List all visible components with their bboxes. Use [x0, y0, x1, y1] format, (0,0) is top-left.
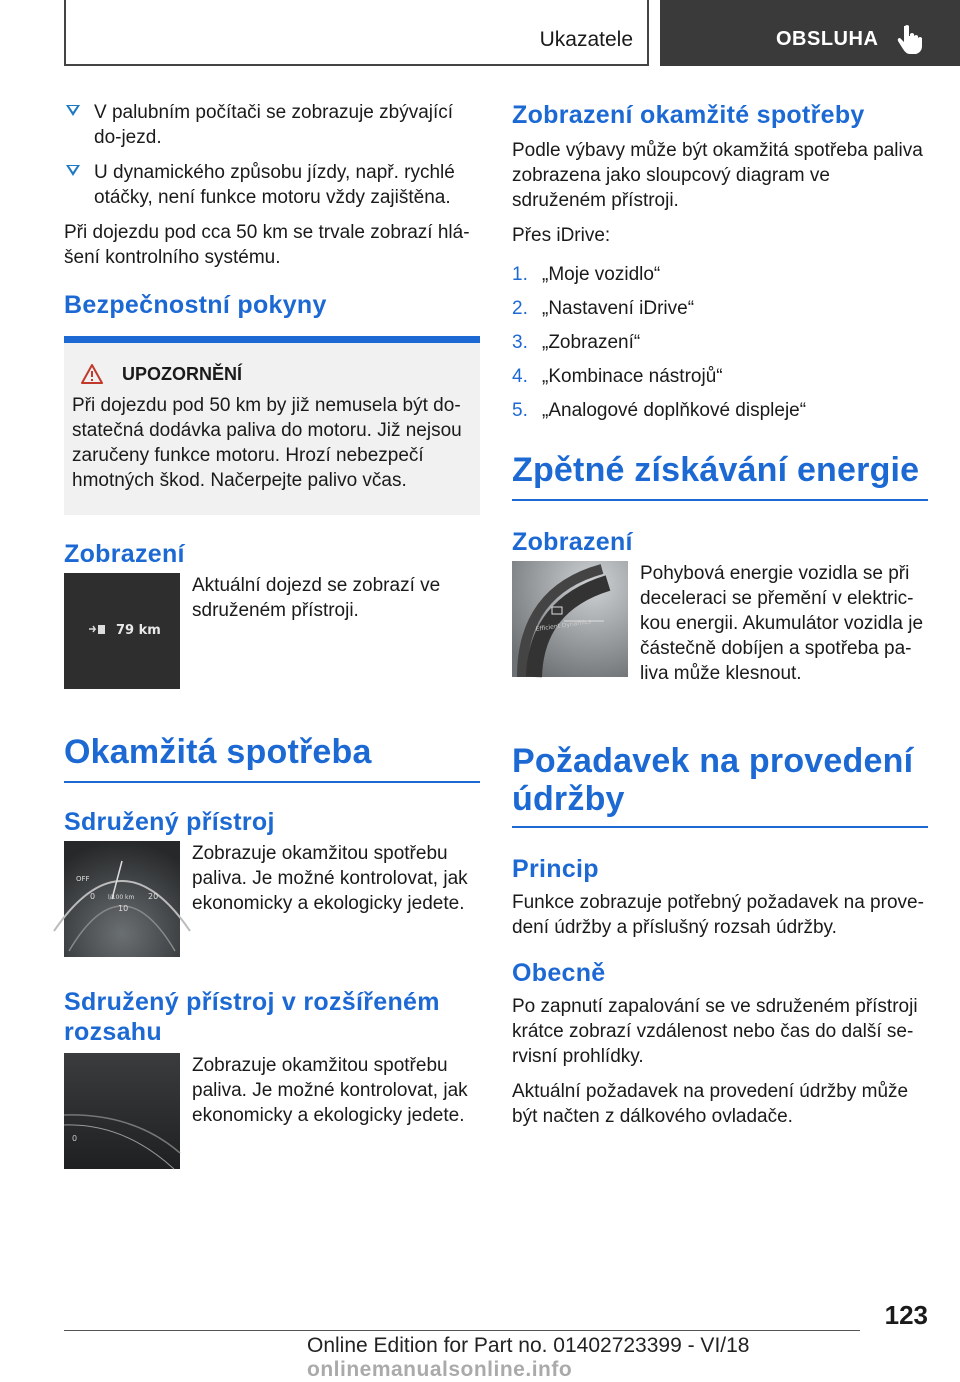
chapter-label: OBSLUHA — [776, 28, 879, 50]
gauge-label: 20 — [148, 892, 159, 901]
warning-title: UPOZORNĚNÍ — [122, 363, 243, 384]
footer — [307, 1334, 960, 1382]
gauge-label: 0 — [90, 892, 96, 901]
service-title: Požadavek na provedení údržby — [512, 742, 914, 818]
display-text: Aktuální dojezd se zobrazí ve sdruženém přístroji. — [192, 575, 441, 621]
ext-cluster-gauge-image — [64, 1053, 180, 1169]
principle-text: Funkce zobrazuje potřebný požadavek na prove-dení údržby a příslušný rozsah údržby. — [512, 892, 924, 938]
gauge-label: 0 — [72, 1134, 78, 1143]
cluster-text: Zobrazuje okamžitou spotřebu paliva. Je možné kontrolovat, jak ekonomicky a ekologicky jedete. — [192, 843, 468, 914]
cluster-gauge-image — [64, 841, 180, 957]
list-item — [64, 160, 480, 210]
display-heading: Zobrazení — [64, 540, 185, 568]
page-number: 123 — [884, 1300, 928, 1330]
site-watermark: onlinemanualsonline.info — [307, 1358, 573, 1381]
regen-image-label: Efficient Dynamics — [535, 618, 592, 633]
range-value: 79 km — [116, 623, 161, 638]
instant-consumption-heading: Zobrazení okamžité spotřeby — [512, 101, 865, 129]
consumption-title: Okamžitá spotřeba — [64, 733, 372, 771]
via-idrive: Přes iDrive: — [512, 225, 611, 246]
header-chapter-tab — [660, 0, 960, 66]
cluster-figure — [64, 841, 480, 957]
regen-gauge-image — [512, 561, 628, 677]
general-text-2: Aktuální požadavek na provedení údržby může být načten z dálkového ovladače. — [512, 1081, 909, 1127]
ext-cluster-figure — [64, 1053, 480, 1169]
cluster-heading: Sdružený přístroj — [64, 808, 275, 836]
warning-box — [64, 336, 480, 515]
title-rule — [512, 826, 928, 828]
safety-heading: Bezpečnostní pokyny — [64, 291, 327, 319]
title-rule — [512, 499, 928, 501]
bullet-triangle-icon — [66, 105, 80, 116]
list-item: 5. „Analogové doplňkové displeje“ — [512, 400, 807, 421]
edition-text: Online Edition for Part no. 01402723399 - VI/18 — [307, 1334, 750, 1357]
right-column — [512, 100, 928, 1139]
warning-text: Při dojezdu pod 50 km by již nemusela být do-statečná dodávka paliva do motoru. Již nejsou zaručeny funkce motoru. Hrozí nebezpečí hmotných škod. Načerpejte palivo včas. — [72, 395, 462, 491]
instant-consumption-text: Podle výbavy může být okamžitá spotřeba paliva zobrazena jako sloupcový diagram ve sdruženém přístroji. — [512, 140, 923, 211]
principle-heading: Princip — [512, 855, 599, 883]
list-item — [64, 100, 480, 150]
ext-cluster-heading: Sdružený přístroj v rozšířeném rozsahu — [64, 988, 440, 1046]
ext-cluster-text: Zobrazuje okamžitou spotřebu paliva. Je možné kontrolovat, jak ekonomicky a ekologicky jedete. — [192, 1055, 468, 1126]
regen-figure — [512, 561, 928, 686]
regen-title: Zpětné získávání energie — [512, 451, 920, 489]
warning-title-row — [72, 363, 464, 385]
general-text-1: Po zapnutí zapalování se ve sdruženém přístroji krátce zobrazí vzdálenost nebo čas do další se-rvisní prohlídky. — [512, 996, 918, 1067]
gauge-label: OFF — [76, 875, 90, 883]
general-heading: Obecně — [512, 959, 606, 987]
title-rule — [64, 781, 480, 783]
range-display-image — [64, 573, 180, 689]
list-item: 2. „Nastavení iDrive“ — [512, 298, 695, 319]
idrive-steps — [512, 262, 928, 423]
hand-pointer-icon — [896, 24, 924, 54]
bullet-text: V palubním počítači se zobrazuje zbývající do-jezd. — [94, 102, 454, 148]
bullet-text: U dynamického způsobu jízdy, např. rychlé otáčky, není funkce motoru vždy zajištěna. — [94, 162, 455, 208]
footer-rule — [64, 1330, 860, 1331]
header-section-tab — [64, 0, 649, 66]
list-item: 1. „Moje vozidlo“ — [512, 264, 661, 285]
warning-triangle-icon — [80, 363, 104, 385]
regen-text: Pohybová energie vozidla se při deceleraci se přemění v elektric-kou energii. Akumulátor vozidla je částečně dobíjen a spotřeba pa-liva může klesnout. — [640, 563, 924, 684]
section-label: Ukazatele — [539, 28, 633, 51]
gauge-label: 10 — [118, 904, 129, 913]
gauge-label: l/100 km — [108, 894, 135, 901]
left-column — [64, 100, 480, 1169]
range-warning-paragraph: Při dojezdu pod cca 50 km se trvale zobrazí hlá-šení kontrolního systému. — [64, 222, 470, 268]
regen-display-heading: Zobrazení — [512, 528, 633, 556]
list-item: 3. „Zobrazení“ — [512, 332, 641, 353]
list-item: 4. „Kombinace nástrojů“ — [512, 366, 723, 387]
bullet-triangle-icon — [66, 165, 80, 176]
display-figure — [64, 573, 480, 689]
